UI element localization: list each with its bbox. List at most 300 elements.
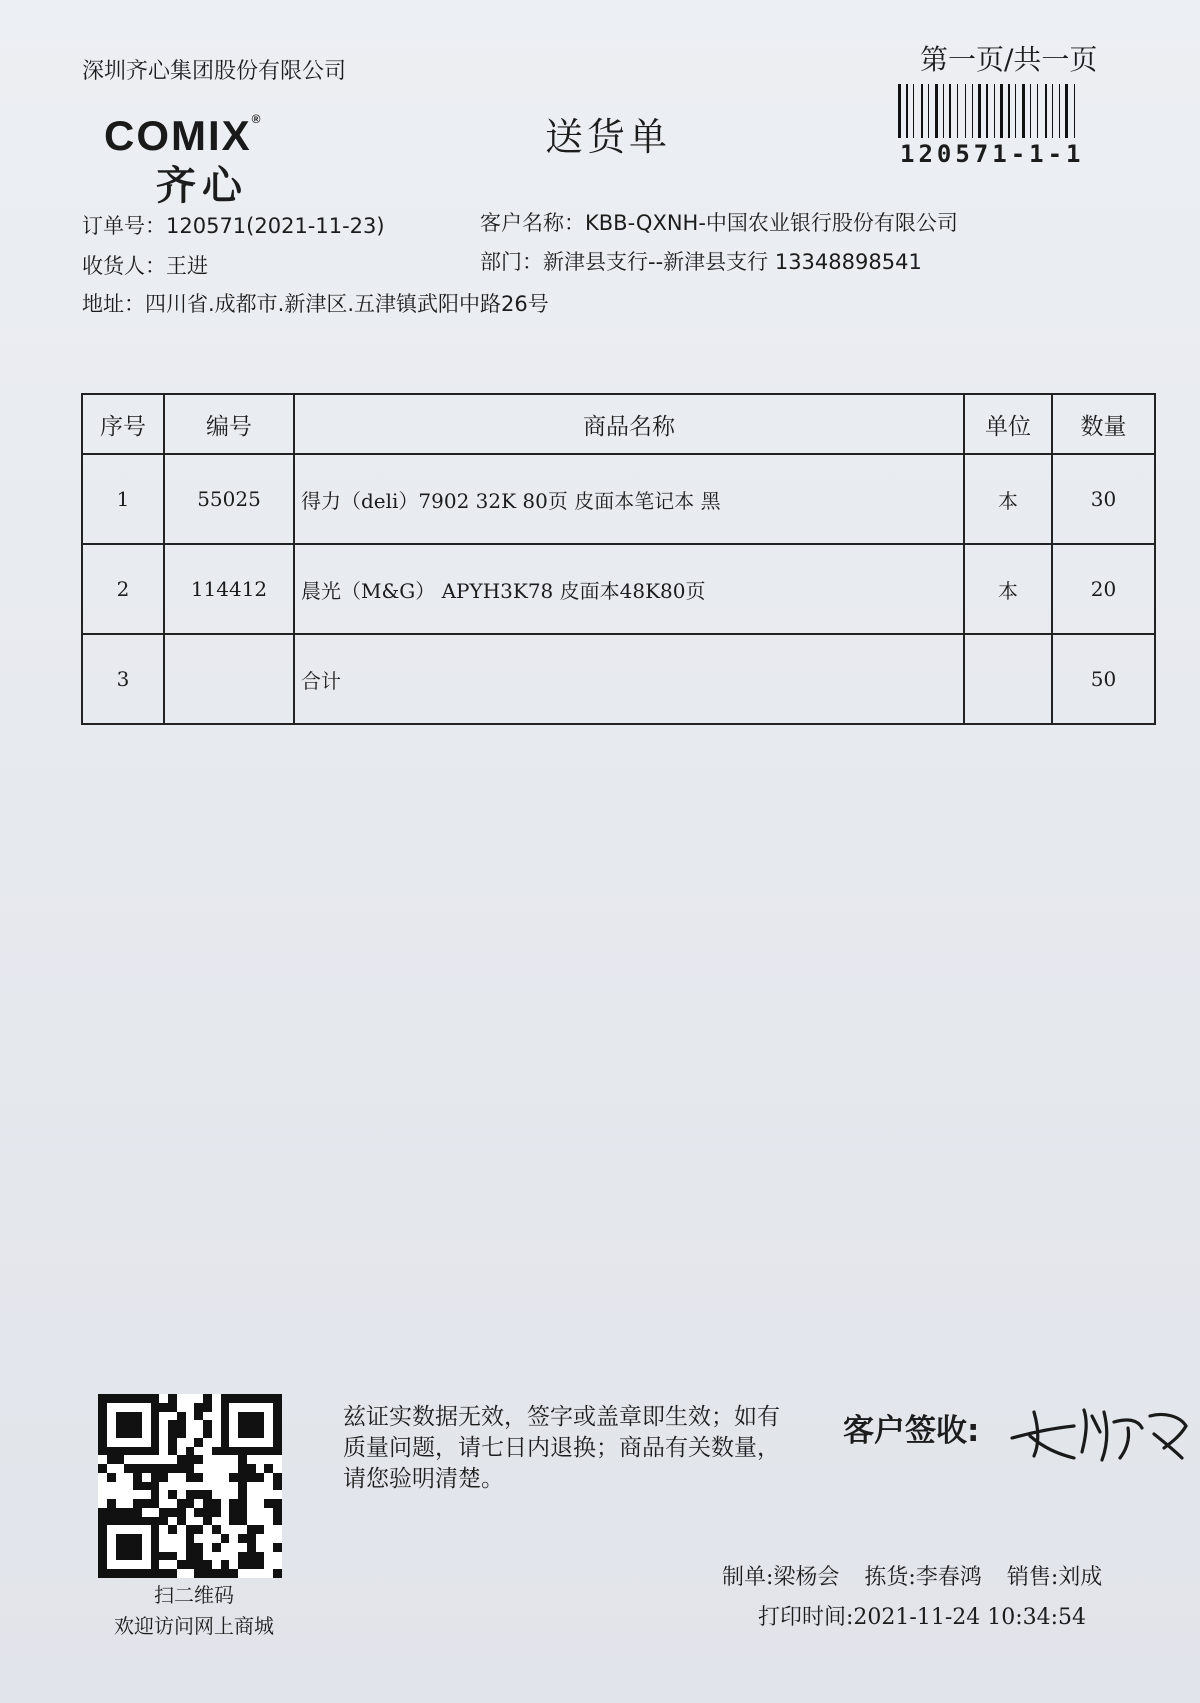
qr-module [142, 1552, 151, 1561]
qr-module [203, 1508, 212, 1517]
qr-module [273, 1403, 282, 1412]
qr-module [247, 1499, 256, 1508]
qr-module [221, 1447, 230, 1456]
qr-module [238, 1438, 247, 1447]
qr-module [142, 1394, 151, 1403]
qr-module [238, 1482, 247, 1491]
qr-module [194, 1569, 203, 1578]
qr-module [229, 1429, 238, 1438]
barcode-bar [946, 84, 947, 138]
barcode-bar [1040, 84, 1043, 138]
barcode-bar [935, 84, 938, 138]
qr-module [168, 1525, 177, 1534]
qr-module [168, 1490, 177, 1499]
customer-name: 客户名称：KBB-QXNH-中国农业银行股份有限公司 [480, 211, 958, 235]
qr-module [229, 1569, 238, 1578]
barcode-bar [913, 84, 914, 138]
qr-module [98, 1412, 107, 1421]
qr-module [142, 1473, 151, 1482]
qr-module [194, 1394, 203, 1403]
barcode-bar [960, 84, 963, 138]
qr-module [194, 1464, 203, 1473]
qr-module [151, 1420, 160, 1429]
qr-module [212, 1517, 221, 1526]
qr-module [159, 1429, 168, 1438]
qr-module [194, 1490, 203, 1499]
qr-module [186, 1490, 195, 1499]
qr-module [133, 1560, 142, 1569]
qr-module [256, 1420, 265, 1429]
qr-module [159, 1464, 168, 1473]
qr-module [98, 1455, 107, 1464]
page-indicator: 第一页/共一页 [920, 43, 1098, 76]
qr-module [151, 1429, 160, 1438]
qr-module [168, 1508, 177, 1517]
barcode-bar [953, 84, 955, 138]
qr-module [273, 1543, 282, 1552]
qr-module [221, 1534, 230, 1543]
barcode-bar [1015, 84, 1016, 138]
qr-module [124, 1438, 133, 1447]
barcode-bar [1008, 84, 1010, 138]
qr-module [238, 1394, 247, 1403]
qr-module [194, 1447, 203, 1456]
row-qty: 30 [1052, 454, 1155, 544]
qr-module [229, 1420, 238, 1429]
qr-module [238, 1412, 247, 1421]
qr-module [256, 1517, 265, 1526]
qr-module [212, 1473, 221, 1482]
qr-module [168, 1464, 177, 1473]
qr-module [116, 1420, 125, 1429]
qr-module [107, 1499, 116, 1508]
qr-module [221, 1482, 230, 1491]
notice-text: 兹证实数据无效，签字或盖章即生效；如有质量问题，请七日内退换；商品有关数量，请您验明清楚。 [343, 1404, 780, 1492]
qr-module [194, 1517, 203, 1526]
qr-module [124, 1569, 133, 1578]
qr-module [264, 1560, 273, 1569]
qr-code[interactable] [98, 1394, 282, 1578]
qr-module [247, 1490, 256, 1499]
qr-module [124, 1499, 133, 1508]
qr-module [212, 1403, 221, 1412]
qr-module [124, 1429, 133, 1438]
qr-module [256, 1569, 265, 1578]
qr-module [221, 1499, 230, 1508]
qr-module [116, 1464, 125, 1473]
qr-module [186, 1420, 195, 1429]
qr-module [142, 1420, 151, 1429]
qr-module [221, 1429, 230, 1438]
table-row-total [82, 634, 1155, 724]
qr-module [229, 1482, 238, 1491]
qr-module [133, 1455, 142, 1464]
qr-module [168, 1499, 177, 1508]
qr-module [229, 1455, 238, 1464]
qr-module [98, 1447, 107, 1456]
barcode-bar [1052, 84, 1053, 138]
qr-module [221, 1543, 230, 1552]
staff-line [722, 1560, 1120, 1591]
qr-module [142, 1517, 151, 1526]
qr-module [238, 1490, 247, 1499]
qr-module [229, 1508, 238, 1517]
qr-module [151, 1447, 160, 1456]
barcode-bar [997, 84, 998, 138]
qr-module [159, 1455, 168, 1464]
qr-module [168, 1394, 177, 1403]
qr-module [212, 1447, 221, 1456]
qr-module [159, 1534, 168, 1543]
qr-module [238, 1499, 247, 1508]
qr-module [247, 1482, 256, 1491]
table-row [82, 544, 1155, 634]
qr-module [221, 1394, 230, 1403]
qr-module [256, 1412, 265, 1421]
barcode-bar [1037, 84, 1038, 138]
qr-module [186, 1525, 195, 1534]
qr-module [273, 1569, 282, 1578]
qr-module [256, 1438, 265, 1447]
maker: 制单:梁杨会 [722, 1565, 840, 1590]
barcode-bar [983, 84, 984, 138]
barcode-bar [1045, 84, 1047, 138]
qr-module [133, 1517, 142, 1526]
qr-module [247, 1464, 256, 1473]
qr-module [151, 1569, 160, 1578]
qr-module [256, 1490, 265, 1499]
qr-module [238, 1552, 247, 1561]
qr-module [116, 1473, 125, 1482]
qr-module [124, 1543, 133, 1552]
qr-module [177, 1543, 186, 1552]
qr-module [151, 1534, 160, 1543]
qr-module [256, 1525, 265, 1534]
qr-module [186, 1455, 195, 1464]
barcode-bar [972, 84, 973, 138]
qr-module [229, 1490, 238, 1499]
qr-module [273, 1490, 282, 1499]
qr-module [229, 1473, 238, 1482]
qr-module [142, 1499, 151, 1508]
qr-module [273, 1508, 282, 1517]
qr-module [238, 1473, 247, 1482]
qr-module [107, 1403, 116, 1412]
qr-module [203, 1543, 212, 1552]
qr-module [142, 1560, 151, 1569]
barcode-bar [906, 84, 908, 138]
qr-module [151, 1464, 160, 1473]
qr-module [212, 1394, 221, 1403]
qr-module [107, 1412, 116, 1421]
qr-module [247, 1543, 256, 1552]
qr-module [116, 1543, 125, 1552]
qr-module [98, 1490, 107, 1499]
qr-module [177, 1394, 186, 1403]
barcode-bar [965, 84, 966, 138]
qr-module [212, 1482, 221, 1491]
qr-module [212, 1412, 221, 1421]
qr-module [177, 1560, 186, 1569]
qr-module [116, 1482, 125, 1491]
qr-module [203, 1464, 212, 1473]
qr-module [212, 1534, 221, 1543]
qr-module [98, 1560, 107, 1569]
barcode-number: 120571-1-1 [900, 140, 1085, 168]
barcode-bar [1070, 84, 1072, 138]
qr-module [256, 1499, 265, 1508]
qr-module [238, 1525, 247, 1534]
qr-module [264, 1508, 273, 1517]
qr-module [107, 1560, 116, 1569]
qr-module [159, 1543, 168, 1552]
row-qty: 50 [1052, 634, 1155, 724]
qr-module [116, 1490, 125, 1499]
qr-module [142, 1490, 151, 1499]
qr-module [212, 1438, 221, 1447]
row-name: 得力（deli）7902 32K 80页 皮面本笔记本 黑 [294, 454, 964, 544]
qr-module [159, 1552, 168, 1561]
qr-module [256, 1552, 265, 1561]
qr-module [247, 1473, 256, 1482]
qr-module [247, 1403, 256, 1412]
qr-module [142, 1534, 151, 1543]
qr-module [159, 1412, 168, 1421]
qr-module [238, 1534, 247, 1543]
qr-module [116, 1552, 125, 1561]
qr-module [221, 1403, 230, 1412]
qr-module [264, 1525, 273, 1534]
qr-module [273, 1412, 282, 1421]
qr-module [186, 1394, 195, 1403]
qr-module [212, 1420, 221, 1429]
qr-module [238, 1508, 247, 1517]
qr-module [247, 1420, 256, 1429]
qr-module [186, 1412, 195, 1421]
row-no: 3 [82, 634, 164, 724]
qr-module [107, 1517, 116, 1526]
qr-module [221, 1464, 230, 1473]
qr-module [186, 1429, 195, 1438]
qr-module [151, 1543, 160, 1552]
qr-module [151, 1412, 160, 1421]
qr-module [273, 1429, 282, 1438]
qr-module [107, 1447, 116, 1456]
qr-module [203, 1552, 212, 1561]
qr-module [124, 1447, 133, 1456]
qr-module [264, 1482, 273, 1491]
qr-module [256, 1403, 265, 1412]
qr-module [264, 1412, 273, 1421]
qr-module [133, 1525, 142, 1534]
barcode-bar [898, 84, 901, 138]
qr-module [212, 1552, 221, 1561]
qr-module [133, 1394, 142, 1403]
qr-module [247, 1534, 256, 1543]
qr-module [186, 1438, 195, 1447]
header-no: 序号 [82, 394, 164, 454]
table-header-row [82, 394, 1155, 454]
barcode-bar [968, 84, 970, 138]
qr-module [212, 1455, 221, 1464]
qr-module [168, 1560, 177, 1569]
qr-module [194, 1482, 203, 1491]
qr-module [221, 1569, 230, 1578]
header-qty: 数量 [1052, 394, 1155, 454]
qr-module [107, 1569, 116, 1578]
qr-module [247, 1552, 256, 1561]
qr-module [124, 1517, 133, 1526]
barcode-bar [986, 84, 988, 138]
qr-module [107, 1455, 116, 1464]
qr-module [159, 1482, 168, 1491]
qr-module [168, 1455, 177, 1464]
qr-module [133, 1473, 142, 1482]
barcode-bar [943, 84, 944, 138]
qr-module [238, 1447, 247, 1456]
qr-module [116, 1455, 125, 1464]
qr-module [151, 1438, 160, 1447]
qr-module [256, 1508, 265, 1517]
qr-module [203, 1517, 212, 1526]
qr-module [186, 1560, 195, 1569]
qr-module [247, 1517, 256, 1526]
qr-module [264, 1499, 273, 1508]
qr-module [133, 1499, 142, 1508]
qr-module [238, 1560, 247, 1569]
qr-module [221, 1525, 230, 1534]
qr-caption-line-2: 欢迎访问网上商城 [114, 1614, 274, 1638]
qr-module [168, 1429, 177, 1438]
qr-module [203, 1447, 212, 1456]
qr-module [238, 1429, 247, 1438]
row-no: 1 [82, 454, 164, 544]
qr-module [116, 1560, 125, 1569]
customer-sign-label: 客户签收: [843, 1413, 980, 1449]
qr-module [124, 1473, 133, 1482]
qr-module [142, 1482, 151, 1491]
qr-module [98, 1525, 107, 1534]
qr-module [264, 1543, 273, 1552]
qr-module [186, 1482, 195, 1491]
qr-module [212, 1490, 221, 1499]
qr-module [247, 1525, 256, 1534]
qr-module [133, 1464, 142, 1473]
qr-caption-line-1: 扫二维码 [154, 1583, 234, 1607]
qr-module [203, 1394, 212, 1403]
qr-module [151, 1517, 160, 1526]
barcode-bar [903, 84, 904, 138]
qr-module [168, 1473, 177, 1482]
qr-module [194, 1473, 203, 1482]
qr-module [168, 1569, 177, 1578]
barcode-bar [949, 84, 951, 138]
qr-module [168, 1534, 177, 1543]
qr-module [142, 1412, 151, 1421]
qr-module [151, 1525, 160, 1534]
qr-module [212, 1508, 221, 1517]
qr-module [256, 1543, 265, 1552]
qr-module [133, 1403, 142, 1412]
qr-module [142, 1429, 151, 1438]
qr-module [229, 1403, 238, 1412]
qr-module [194, 1403, 203, 1412]
qr-module [273, 1525, 282, 1534]
qr-module [212, 1543, 221, 1552]
qr-module [98, 1420, 107, 1429]
qr-module [264, 1394, 273, 1403]
qr-module [203, 1429, 212, 1438]
qr-module [229, 1464, 238, 1473]
barcode-bar [928, 84, 929, 138]
barcode-bar [1055, 84, 1057, 138]
logo-english: COMIX® [104, 112, 263, 159]
qr-module [186, 1447, 195, 1456]
qr-module [98, 1517, 107, 1526]
qr-module [194, 1560, 203, 1569]
qr-module [116, 1447, 125, 1456]
barcode-bar [1062, 84, 1063, 138]
receiver: 收货人：王进 [82, 254, 208, 278]
qr-module [203, 1534, 212, 1543]
qr-module [256, 1455, 265, 1464]
qr-module [116, 1508, 125, 1517]
qr-module [264, 1447, 273, 1456]
barcode-bar [1012, 84, 1013, 138]
qr-module [212, 1499, 221, 1508]
row-code: 114412 [164, 544, 294, 634]
qr-module [98, 1499, 107, 1508]
barcode [898, 84, 1112, 138]
qr-module [151, 1473, 160, 1482]
qr-module [116, 1412, 125, 1421]
row-code [164, 634, 294, 724]
qr-module [159, 1525, 168, 1534]
qr-module [98, 1473, 107, 1482]
row-no: 2 [82, 544, 164, 634]
qr-module [107, 1543, 116, 1552]
qr-module [124, 1482, 133, 1491]
qr-module [186, 1569, 195, 1578]
qr-module [273, 1473, 282, 1482]
qr-module [229, 1517, 238, 1526]
qr-module [247, 1569, 256, 1578]
qr-module [212, 1569, 221, 1578]
qr-module [194, 1429, 203, 1438]
qr-module [133, 1447, 142, 1456]
qr-module [159, 1490, 168, 1499]
qr-module [124, 1420, 133, 1429]
qr-module [116, 1534, 125, 1543]
qr-module [142, 1569, 151, 1578]
qr-module [177, 1534, 186, 1543]
barcode-bar [1033, 84, 1035, 138]
qr-module [247, 1508, 256, 1517]
qr-module [177, 1420, 186, 1429]
barcode-bar [1022, 84, 1025, 138]
qr-module [256, 1534, 265, 1543]
qr-module [177, 1499, 186, 1508]
qr-module [212, 1525, 221, 1534]
qr-module [273, 1482, 282, 1491]
barcode-bar [1059, 84, 1060, 138]
qr-module [151, 1455, 160, 1464]
qr-module [177, 1412, 186, 1421]
barcode-bar [1077, 84, 1079, 138]
barcode-bar [1000, 84, 1003, 138]
barcode-bar [916, 84, 919, 138]
qr-module [256, 1394, 265, 1403]
